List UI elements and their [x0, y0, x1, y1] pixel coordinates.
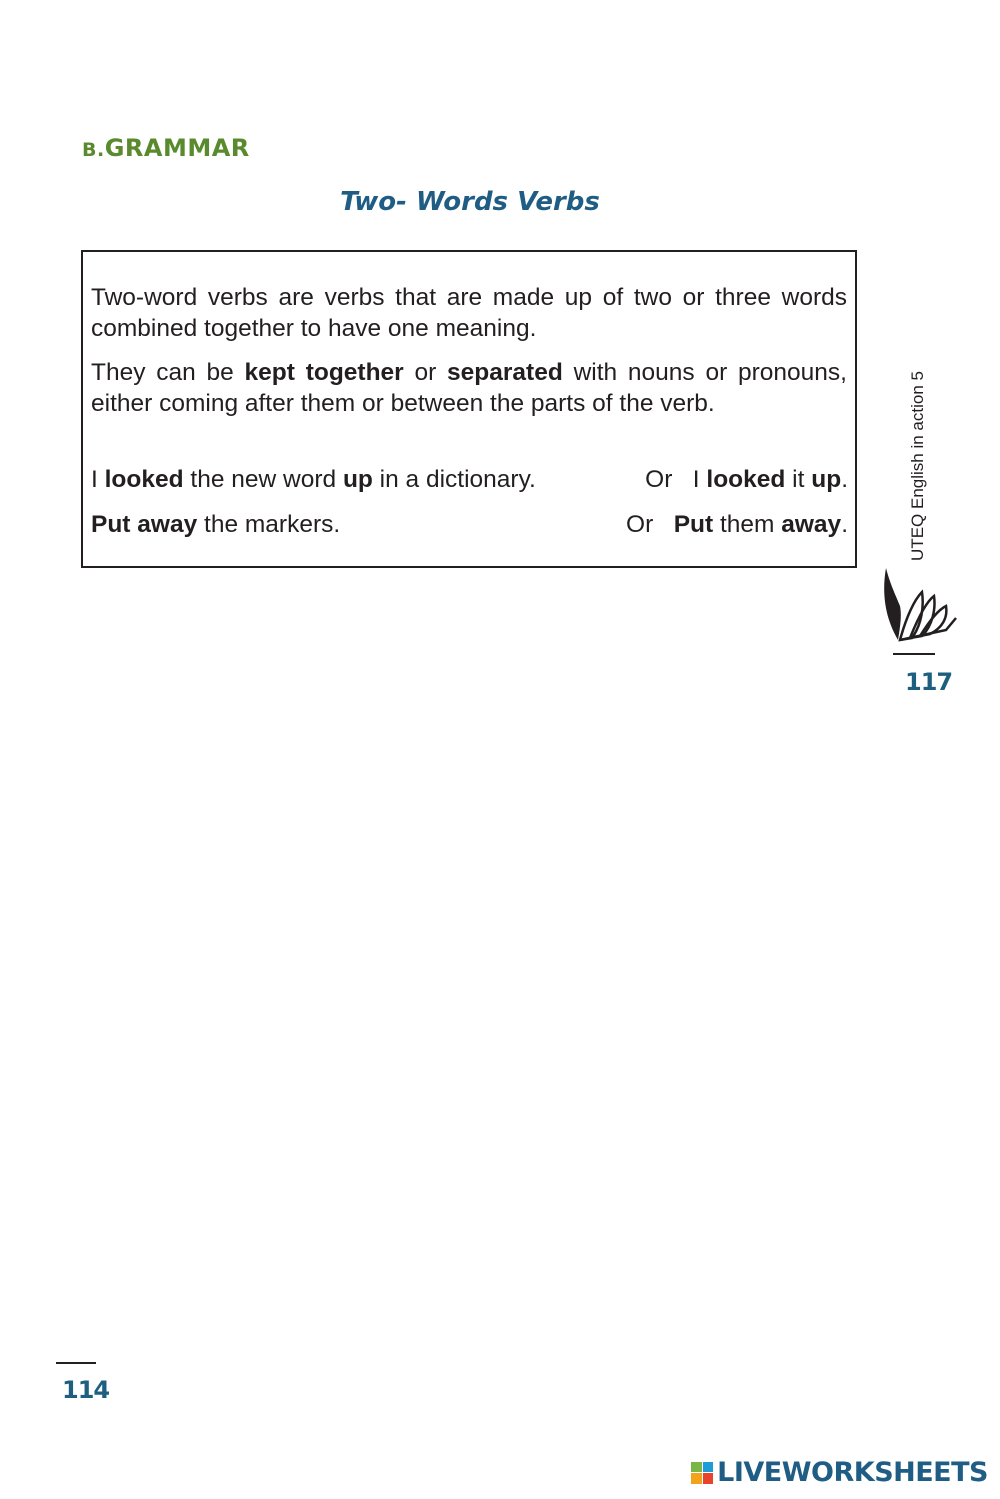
brand-text: LIVEWORKSHEETS: [717, 1457, 988, 1488]
text-span: it: [785, 466, 812, 493]
example-1-left: [91, 464, 536, 495]
example-line-2: [91, 509, 848, 540]
text-span: the new word: [183, 466, 343, 493]
text-span: I: [91, 466, 105, 493]
text-span: .: [841, 466, 848, 493]
bold-separated: separated: [447, 359, 563, 386]
example-line-1: [91, 464, 848, 495]
definition-paragraph: Two-word verbs are verbs that are made up of two or three words combined together to have one meaning.: [91, 284, 847, 342]
example-1-alternative: [645, 464, 848, 495]
example-2-left: [91, 509, 340, 540]
text-span: or: [403, 359, 448, 386]
example-2-alternative: [626, 509, 848, 540]
book-series-label: UTEQ English in action 5: [908, 371, 927, 561]
text-span: with nouns or pronouns, either coming after them or between the parts of the verb.: [91, 359, 847, 417]
lesson-title: Two- Words Verbs: [340, 187, 600, 217]
text-span: .: [841, 511, 848, 538]
text-span: I: [692, 466, 707, 493]
or-label: Or: [645, 466, 673, 493]
bold-verb: Put away: [91, 511, 198, 538]
section-title: GRAMMAR: [104, 134, 250, 162]
section-prefix: B.: [82, 139, 105, 161]
liveworksheets-brand: [691, 1457, 988, 1488]
text-span: the markers.: [197, 511, 341, 538]
page-number-rule: [56, 1362, 96, 1364]
page-number-rule: [893, 653, 935, 655]
page-number-left: 114: [62, 1376, 110, 1404]
or-label: Or: [626, 511, 654, 538]
bold-verb: looked: [706, 466, 786, 493]
text-span: in a dictionary.: [372, 466, 536, 493]
text-span: They can be: [91, 359, 245, 386]
open-book-icon: [880, 566, 960, 646]
separation-paragraph: [91, 357, 847, 419]
section-heading: [82, 134, 250, 162]
bold-particle: up: [342, 466, 373, 493]
bold-verb: Put: [673, 511, 714, 538]
bold-verb: looked: [104, 466, 184, 493]
bold-particle: up: [811, 466, 842, 493]
text-span: them: [713, 511, 782, 538]
bold-particle: away: [781, 511, 842, 538]
liveworksheets-logo-icon: [691, 1462, 713, 1484]
bold-kept-together: kept together: [244, 359, 404, 386]
page-number-right: 117: [905, 668, 953, 696]
